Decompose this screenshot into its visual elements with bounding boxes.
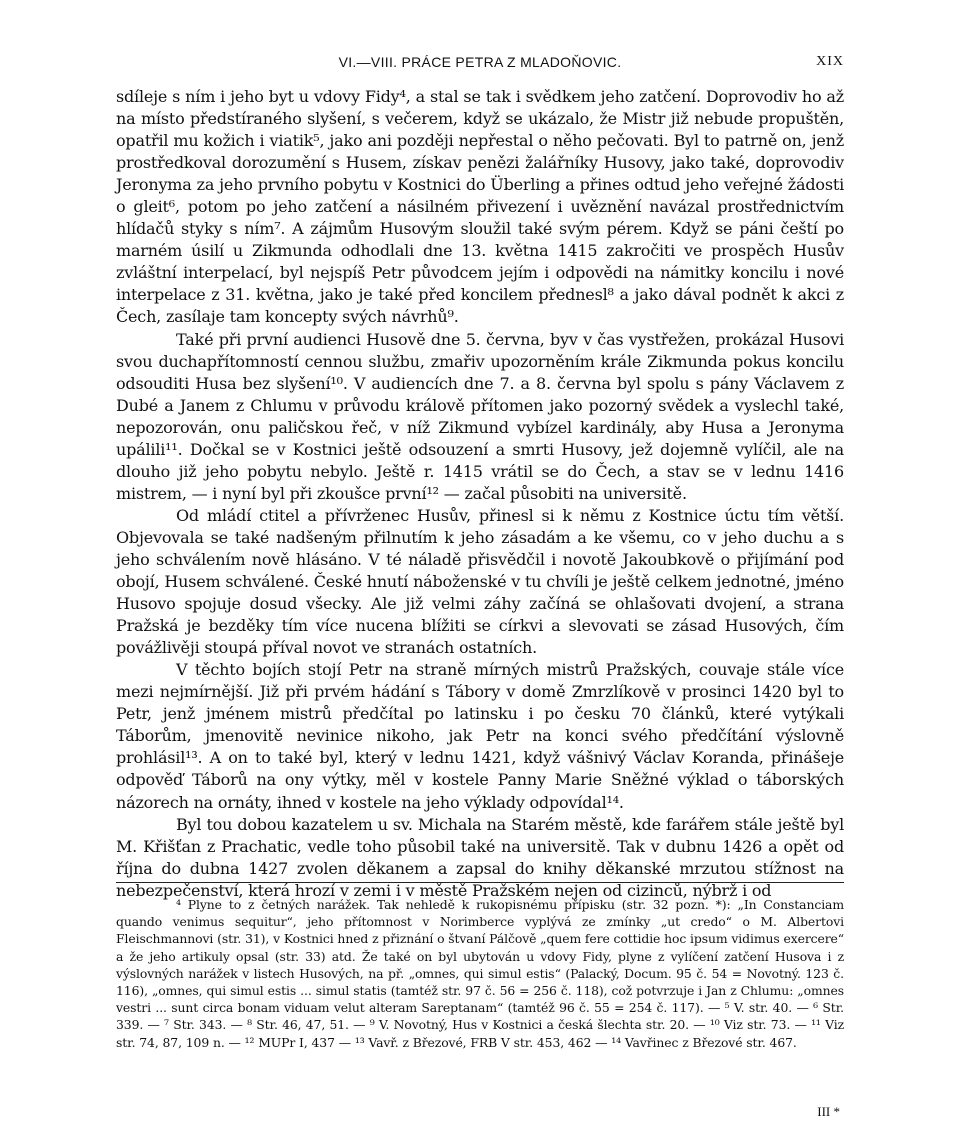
paragraph: sdíleje s ním i jeho byt u vdovy Fidy⁴, a stal se tak i svědkem jeho zatčení. Doprovodiv ho až na místo předstíraného slyšení, s večerem, když se ukázalo, že Mistr již nebude propuštěn, opatřil mu kožich i viatik⁵, jako ani později nepřestal o něho pečovati. Byl to patrně on, jenž prostředkoval dorozumění s Husem, získav penězi žalářníky Husovy, jako také, doprovodiv Jeronyma za jeho prvního pobytu v Kostnici do Überling a přines odtud jeho veřejné žádosti o gleit⁶, potom po jeho zatčení a násilném přivezení i uvěznění navázal prostřednictvím hlídačů styky s ním⁷. A zájmům Husovým sloužil také svým pérem. Když se páni čeští po marném úsilí u Zikmunda odhodlali dne 13. května 1415 zakročiti ve prospěch Husův zvláštní interpelací, byl nejspíš Petr původcem jejím i odpovědi na námitky koncilu i nové interpelace z 31. května, jako je také před koncilem přednesl⁸ a jako dával podnět k akci z Čech, zasílaje tam koncepty svých návrhů⁹. (116, 87, 844, 327)
paragraph: Od mládí ctitel a přívrženec Husův, přinesl si k němu z Kostnice úctu tím větší. Objevovala se také nadšeným přilnutím k jeho zásadám a ke všemu, co v jeho duchu a s jeho schválením nově hlásáno. V té náladě přisvědčil i novotě Jakoubkově o přijímání pod obojí, Husem schválené. České hnutí náboženské v tu chvíli je ještě celkem jednotné, jméno Husovo spojuje dosud všecky. Ale již velmi záhy začíná se ohlašovati dvojení, a strana Pražská je bezděky tím více nucena blížiti se církvi a slevovati se zásad Husových, čím povážlivěji stoupá příval novot ve stranách ostatních. (116, 505, 844, 658)
footnotes (116, 896, 844, 1051)
paragraph: Také při první audienci Husově dne 5. června, byv v čas vystřežen, prokázal Husovi svou duchapřítomností cennou službu, zmařiv upozorněním krále Zikmunda pokus koncilu odsouditi Husa bez slyšení¹⁰. V audiencích dne 7. a 8. června byl spolu s pány Václavem z Dubé a Janem z Chlumu v průvodu králově přítomen jako pozorný svědek a vyslechl také, nepozorován, onu paličskou řeč, v níž Zikmund vybízel kardinály, aby Husa a Jeronyma upálili¹¹. Dočkal se v Kostnici ještě odsouzení a smrti Husovy, jež dojemně vylíčil, ale na dlouho již jeho pobytu nebylo. Ještě r. 1415 vrátil se do Čech, a stav se v lednu 1416 mistrem, — i nyní byl při zkoušce první¹² — začal působiti na universitě. (116, 329, 844, 503)
body-text (116, 86, 844, 902)
paragraph: V těchto bojích stojí Petr na straně mírných mistrů Pražských, couvaje stále více mezi nejmírnější. Již při prvém hádání s Tábory v domě Zmrzlíkově v prosinci 1420 byl to Petr, jenž jménem mistrů předčítal po latinsku i po česku 70 článků, které vytýkali Táborům, jmenovitě nevinice nikoho, jak Petr na konci svého předčítání výslovně prohlásil¹³. A on to také byl, který v lednu 1421, když vášnivý Václav Koranda, přinášeje odpověď Táborů na ony výtky, měl v kostele Panny Marie Sněžné výklad o táborských názorech na ornáty, ihned v kostele na jeho výklady odpovídal¹⁴. (116, 660, 844, 812)
footnote-text: ⁴ Plyne to z četných narážek. Tak nehledě k rukopisnému přípisku (str. 32 pozn. *): „In Constanciam quando venimus sequitur“, jeho přítomnost v Norimberce vyplývá ze zmínky „ut credo“ o M. Albertovi Fleischmannovi (str. 31), v Kostnici hned z přiznání o štvaní Pálčově „quem fere cottidie hoc ipsum vidimus exercere“ a že jeho artikuly opsal (str. 33) atd. Že také on byl ubytován u vdovy Fidy, plyne z vylíčení zatčení Husova i z výslovných narážek v listech Husových, na př. „omnes, qui simul estis“ (Palacký, Docum. 95 č. 54 = Novotný. 123 č. 116), „omnes, qui simul estis ... simul statis (tamtéž str. 97 č. 56 = 256 č. 118), což potvrzuje i Jan z Chlumu: „omnes vestri ... sunt circa bonam viduam velut alteram Sareptanam“ (tamtéž 96 č. 55 = 254 č. 117). — ⁵ V. str. 40. — ⁶ Str. 339. — ⁷ Str. 343. — ⁸ Str. 46, 47, 51. — ⁹ V. Novotný, Hus v Kostnici a česká šlechta str. 20. — ¹⁰ Viz str. 73. — ¹¹ Viz str. 74, 87, 109 n. — ¹² MUPr I, 437 — ¹³ Vavř. z Březové, FRB V str. 453, 462 — ¹⁴ Vavřinec z Březové str. 467. (116, 897, 844, 1050)
page-number: XIX (816, 54, 844, 69)
signature-mark: III * (817, 1104, 840, 1119)
footnote-separator (116, 882, 844, 883)
running-title: VI.—VIII. PRÁCE PETRA Z MLADOŇOVIC. (338, 54, 622, 70)
running-head (116, 54, 844, 74)
paragraph: Byl tou dobou kazatelem u sv. Michala na Starém městě, kde farářem stále ještě byl M. Křišťan z Prachatic, vedle toho působil také na universitě. Tak v dubnu 1426 a opět od října do dubna 1427 zvolen děkanem a zapsal do knihy děkanské mrzutou stížnost na nebezpečenství, která hrozí v zemi i v městě Pražském nejen od cizinců, nýbrž i od (116, 814, 844, 900)
